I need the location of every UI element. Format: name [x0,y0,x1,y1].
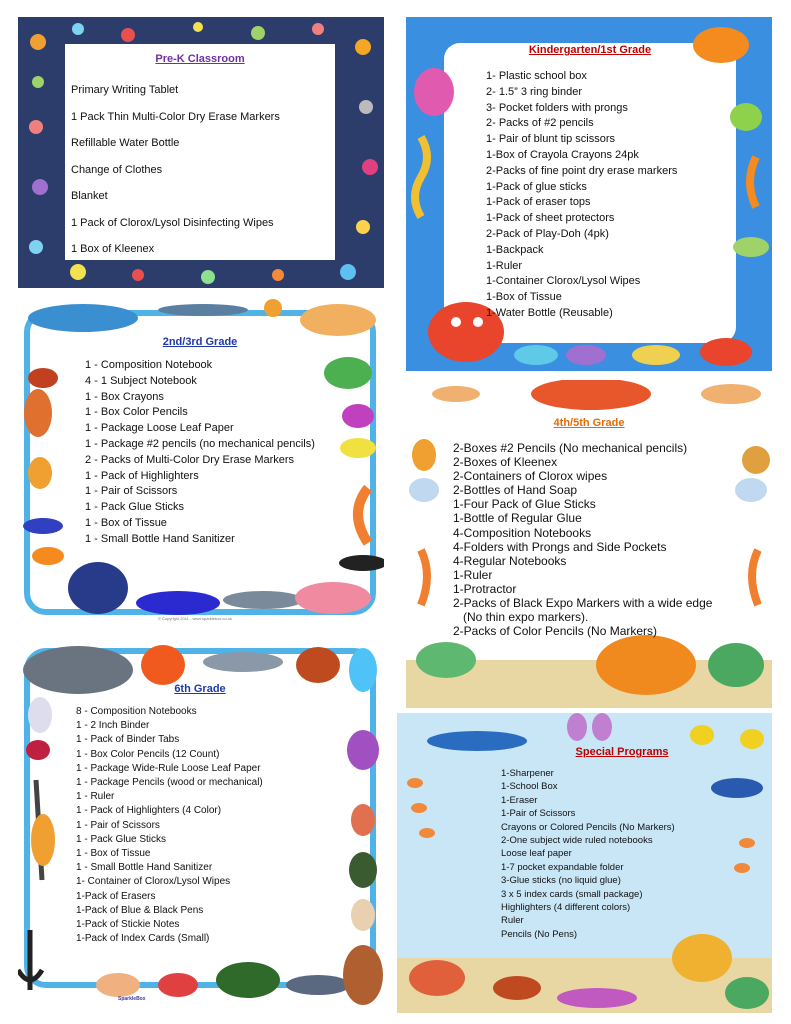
list-item: 1 - Package #2 pencils (no mechanical pencils) [85,437,315,450]
list-item: 2- 1.5” 3 ring binder [486,85,582,98]
prek-card [18,17,384,288]
list-item: (No thin expo markers). [453,610,589,625]
list-item: 1-Pack of Index Cards (Small) [76,933,210,945]
list-item: 2-Containers of Clorox wipes [453,469,608,484]
list-item: Crayons or Colored Pencils (No Markers) [501,821,675,833]
list-item: Loose leaf paper [501,848,572,860]
g6-card [18,640,384,1012]
list-item: 1-Ruler [486,259,523,272]
list-item: 1-Box of Crayola Crayons 24pk [486,148,639,161]
list-item: 1 - Small Bottle Hand Sanitizer [85,532,235,545]
list-item: 2-Pack of Play-Doh (4pk) [486,227,609,240]
special-list [501,767,675,941]
list-item: 2- Packs of #2 pencils [486,117,594,130]
g23-copyright: © Copyright 2011 - www.sparklebox.co.uk [158,616,233,621]
list-item: 1 - Package Wide-Rule Loose Leaf Paper [76,762,261,774]
list-item: 1-Ruler [453,567,493,582]
list-item: Primary Writing Tablet [71,84,179,96]
list-item: 1 Box of Kleenex [71,243,155,255]
g45-card [406,380,772,708]
list-item: 1 - Pack of Highlighters [85,469,199,482]
list-item: 4-Folders with Prongs and Side Pockets [453,539,667,554]
list-item: 2-Packs of Color Pencils (No Markers) [453,624,658,639]
k1-card [406,17,772,371]
list-item: 1-Pack of Stickie Notes [76,919,180,931]
g23-list [85,358,315,548]
list-item: Refillable Water Bottle [71,137,180,149]
list-item: 3- Pocket folders with prongs [486,101,628,114]
list-item: 1-Eraser [501,794,538,806]
list-item: 2-Bottles of Hand Soap [453,483,578,498]
prek-list [71,77,280,263]
list-item: 1 - Ruler [76,791,115,803]
list-item: 1 - Pair of Scissors [76,819,160,831]
list-item: 1 - Pack Glue Sticks [85,501,185,514]
list-item: 1-Water Bottle (Reusable) [486,306,613,319]
list-item: Pencils (No Pens) [501,928,578,940]
list-item: 2-One subject wide ruled notebooks [501,835,653,847]
g6-brand: SparkleBox [118,996,146,1002]
list-item: 1-Box of Tissue [486,291,562,304]
list-item: 1-Four Pack of Glue Sticks [453,497,596,512]
list-item: 1-7 pocket expandable folder [501,861,624,873]
list-item: 1-Backpack [486,243,544,256]
list-item: 1-School Box [501,781,558,793]
g6-title: 6th Grade [174,683,226,695]
list-item: Highlighters (4 different colors) [501,902,631,914]
k1-title: Kindergarten/1st Grade [528,44,652,56]
list-item: Change of Clothes [71,163,163,176]
list-item: 1 - Box Crayons [85,390,164,403]
list-item: 1 - Package Loose Leaf Paper [85,422,234,435]
list-item: 1 Pack of Clorox/Lysol Disinfecting Wipes [71,216,274,229]
list-item: 1-Sharpener [501,768,554,779]
list-item: 1-Pack of Erasers [76,890,156,902]
list-item: 4-Composition Notebooks [453,525,592,540]
list-item: Ruler [501,915,524,927]
list-item: 1 - 2 Inch Binder [76,720,150,732]
list-item: 3-Glue sticks (no liquid glue) [501,875,621,887]
list-item: 2-Packs of fine point dry erase markers [486,164,678,177]
list-item: 1-Bottle of Regular Glue [453,511,582,526]
prek-title: Pre-K Classroom [155,53,245,65]
list-item: 1-Pack of sheet protectors [486,212,615,225]
g23-card [18,298,384,626]
list-item: 1 - Pack of Binder Tabs [76,734,180,746]
list-item: 1 - Box of Tissue [76,848,151,860]
list-item: 1-Pack of eraser tops [486,196,591,209]
list-item: 8 - Composition Notebooks [76,706,197,717]
special-title: Special Programs [575,746,669,758]
special-card [397,713,772,1013]
list-item: 1- Plastic school box [486,70,587,82]
g6-list [76,705,263,946]
list-item: 4 - 1 Subject Notebook [85,374,197,387]
list-item: 2 - Packs of Multi-Color Dry Erase Markers [85,453,295,466]
list-item: 4-Regular Notebooks [453,553,567,568]
g45-title: 4th/5th Grade [553,417,625,429]
list-item: 1- Container of Clorox/Lysol Wipes [76,876,231,888]
list-item: 1 - Pair of Scissors [85,485,178,498]
list-item: 1 - Package Pencils (wood or mechanical) [76,777,263,789]
k1-list [486,69,677,322]
list-item: 1-Container Clorox/Lysol Wipes [486,275,641,288]
list-item: 1 - Box of Tissue [85,516,167,529]
list-item: 2-Boxes of Kleenex [453,455,558,470]
list-item: 3 x 5 index cards (small package) [501,888,643,900]
list-item: 1-Pack of Blue & Black Pens [76,904,204,916]
list-item: 1 - Pack of Highlighters (4 Color) [76,805,222,817]
list-item: 1 - Small Bottle Hand Sanitizer [76,862,213,874]
list-item: 2-Packs of Black Expo Markers with a wide edge [453,596,713,611]
list-item: 1-Pair of Scissors [501,808,576,820]
list-item: 1 Pack Thin Multi-Color Dry Erase Markers [71,110,280,123]
list-item: 1-Pack of glue sticks [486,180,587,193]
list-item: 1 - Box Color Pencils [85,406,188,419]
list-item: 1-Protractor [453,581,517,596]
list-item: 1 - Composition Notebook [85,359,213,371]
list-item: Blanket [71,190,108,202]
list-item: 2-Boxes #2 Pencils (No mechanical pencils) [453,441,688,455]
list-item: 1 - Box Color Pencils (12 Count) [76,748,220,760]
g23-title: 2nd/3rd Grade [162,336,238,348]
list-item: 1- Pair of blunt tip scissors [486,133,615,146]
g45-list [453,441,712,638]
list-item: 1 - Pack Glue Sticks [76,833,167,845]
